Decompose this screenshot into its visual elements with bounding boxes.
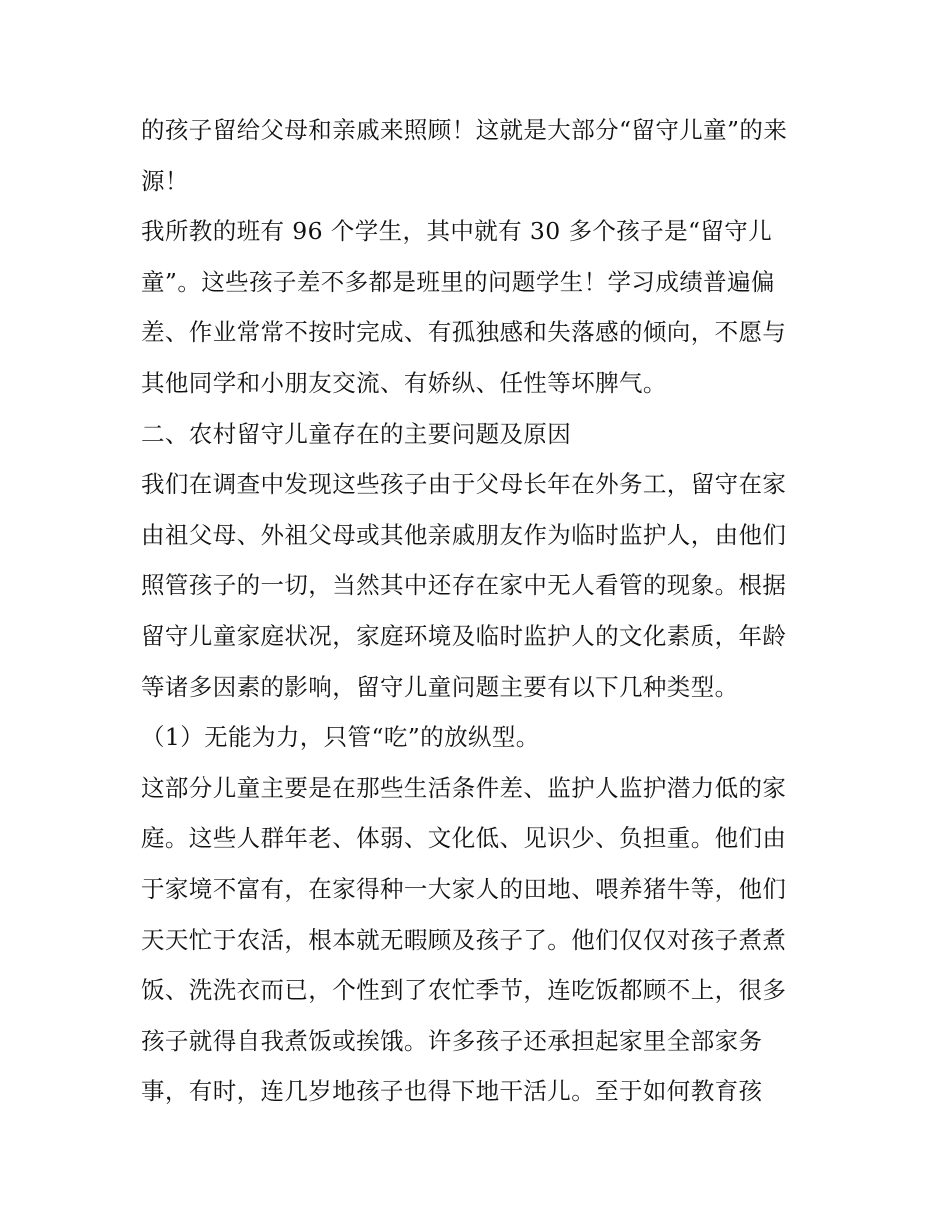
text-line-1: 的孩子留给父母和亲戚来照顾！这就是大部分“留守儿童”的来 [141,116,788,144]
text-line-2: 源！ [141,167,189,195]
text-line-18: 饭、洗洗衣而已，个性到了农忙季节，连吃饭都顾不上，很多 [141,976,787,1004]
text-line-16: 于家境不富有，在家得种一大家人的田地、喂养猪牛等，他们 [141,875,787,903]
text-line-5: 差、作业常常不按时完成、有孤独感和失落感的倾向，不愿与 [141,318,787,346]
text-line-3: 我所教的班有 96 个学生，其中就有 30 多个孩子是“留守儿 [141,217,773,245]
subsection-heading: （1）无能为力，只管“吃”的放纵型。 [141,723,540,751]
text-line-12: 等诸多因素的影响，留守儿童问题主要有以下几种类型。 [141,673,739,701]
text-line-19: 孩子就得自我煮饭或挨饿。许多孩子还承担起家里全部家务 [141,1027,763,1055]
text-line-10: 照管孩子的一切，当然其中还存在家中无人看管的现象。根据 [141,571,787,599]
text-line-9: 由祖父母、外祖父母或其他亲戚朋友作为临时监护人，由他们 [141,521,787,549]
text-line-15: 庭。这些人群年老、体弱、文化低、见识少、负担重。他们由 [141,824,787,852]
text-line-11: 留守儿童家庭状况，家庭环境及临时监护人的文化素质，年龄 [141,622,787,650]
section-heading: 二、农村留守儿童存在的主要问题及原因 [141,420,572,448]
text-line-20: 事，有时，连几岁地孩子也得下地干活儿。至于如何教育孩 [141,1077,763,1105]
text-line-6: 其他同学和小朋友交流、有娇纵、任性等坏脾气。 [141,369,667,397]
text-line-8: 我们在调查中发现这些孩子由于父母长年在外务工，留守在家 [141,470,787,498]
text-line-4: 童”。这些孩子差不多都是班里的问题学生！学习成绩普遍偏 [141,268,775,296]
text-line-17: 天天忙于农活，根本就无暇顾及孩子了。他们仅仅对孩子煮煮 [141,926,787,954]
text-line-14: 这部分儿童主要是在那些生活条件差、监护人监护潜力低的家 [141,774,787,802]
